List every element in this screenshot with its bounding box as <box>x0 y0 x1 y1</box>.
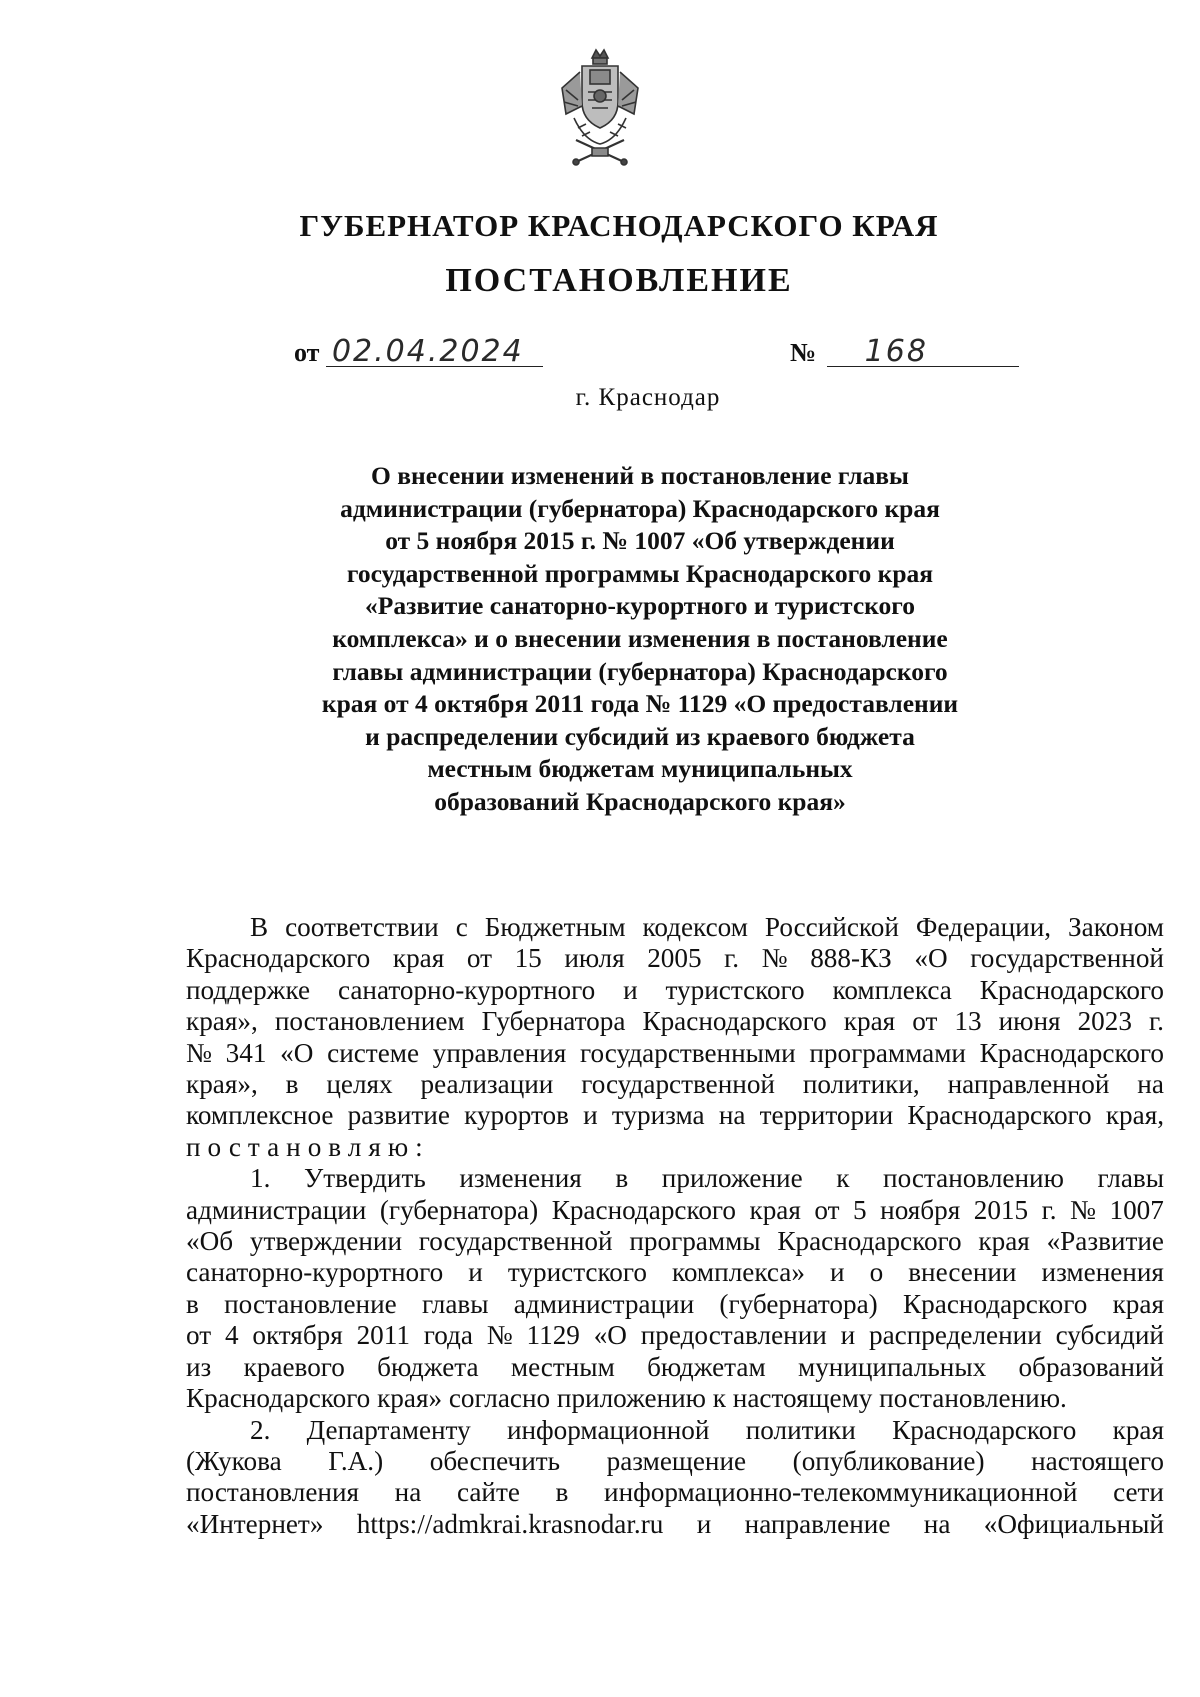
body-line: края», постановлением Губернатора Краснодарского края от 13 июня 2023 г. <box>186 1006 1164 1037</box>
subject-line: края от 4 октября 2011 года № 1129 «О предоставлении <box>321 689 959 719</box>
subject-line: комплекса» и о внесении изменения в постановление <box>332 623 948 653</box>
subject-line: государственной программы Краснодарского края <box>346 558 934 588</box>
subject-line: местным бюджетам муниципальных <box>427 754 853 784</box>
date-value: 02.04.2024 <box>331 334 524 369</box>
body-line: «Об утверждении государственной программы Краснодарского края «Развитие <box>186 1226 1164 1257</box>
body-line: поддержке санаторно-курортного и туристского комплекса Краснодарского <box>186 974 1164 1005</box>
subject-line: от 5 ноября 2015 г. № 1007 «Об утверждении <box>385 526 895 556</box>
document-number-field <box>790 334 1019 369</box>
body-line: от 4 октября 2011 года № 1129 «О предоставлении и распределении субсидий <box>186 1320 1164 1351</box>
number-underline <box>827 366 1019 367</box>
subject-line: образований Краснодарского края» <box>434 786 846 816</box>
body-line: «Интернет» https://admkrai.krasnodar.ru и направление на «Официальный <box>186 1508 1164 1539</box>
document-type-title: ПОСТАНОВЛЕНИЕ <box>445 262 793 299</box>
number-value-wrapper <box>823 334 1019 369</box>
date-underline <box>326 366 543 367</box>
body-line: постановляю: <box>186 1131 430 1162</box>
subject-line: администрации (губернатора) Краснодарского края <box>340 493 940 523</box>
date-prefix: от <box>294 338 320 367</box>
body-line: В соответствии с Бюджетным кодексом Российской Федерации, Законом <box>250 912 1164 942</box>
date-field <box>294 334 543 369</box>
body-line: (Жукова Г.А.) обеспечить размещение (опубликование) настоящего <box>186 1445 1164 1476</box>
body-line: администрации (губернатора) Краснодарского края от 5 ноября 2015 г. № 1007 <box>186 1194 1164 1225</box>
body-line: постановления на сайте в информационно-телекоммуникационной сети <box>186 1477 1164 1508</box>
body-line: комплексное развитие курортов и туризма на территории Краснодарского края, <box>186 1100 1164 1131</box>
number-prefix: № <box>790 338 817 367</box>
body-line: Краснодарского края» согласно приложению к настоящему постановлению. <box>186 1383 1067 1414</box>
document-subject <box>290 460 990 819</box>
body-line: из краевого бюджета местным бюджетам муниципальных образований <box>186 1351 1164 1382</box>
body-line: 2. Департаменту информационной политики Краснодарского края <box>250 1414 1164 1445</box>
subject-line: главы администрации (губернатора) Краснодарского <box>332 656 948 686</box>
subject-line: «Развитие санаторно-курортного и туристского <box>365 591 915 621</box>
body-line: № 341 «О системе управления государственными программами Краснодарского <box>186 1037 1164 1068</box>
subject-line: О внесении изменений в постановление главы <box>371 461 909 490</box>
issuing-authority: ГУБЕРНАТОР КРАСНОДАРСКОГО КРАЯ <box>299 208 939 243</box>
body-line: в постановление главы администрации (губернатора) Краснодарского края <box>186 1288 1164 1319</box>
body-line: 1. Утвердить изменения в приложение к постановлению главы <box>250 1163 1164 1194</box>
body-line: санаторно-курортного и туристского комплекса» и о внесении изменения <box>186 1257 1164 1288</box>
subject-line: и распределении субсидий из краевого бюджета <box>365 721 915 751</box>
document-body <box>186 912 1164 1540</box>
document-number-value: 168 <box>864 334 928 369</box>
date-value-wrapper <box>326 334 543 369</box>
coat-of-arms-icon <box>552 44 648 174</box>
city-of-issue: г. Краснодар <box>575 384 721 411</box>
body-line: края», в целях реализации государственной политики, направленной на <box>186 1069 1164 1100</box>
body-line: Краснодарского края от 15 июля 2005 г. № 888-КЗ «О государственной <box>186 943 1164 974</box>
